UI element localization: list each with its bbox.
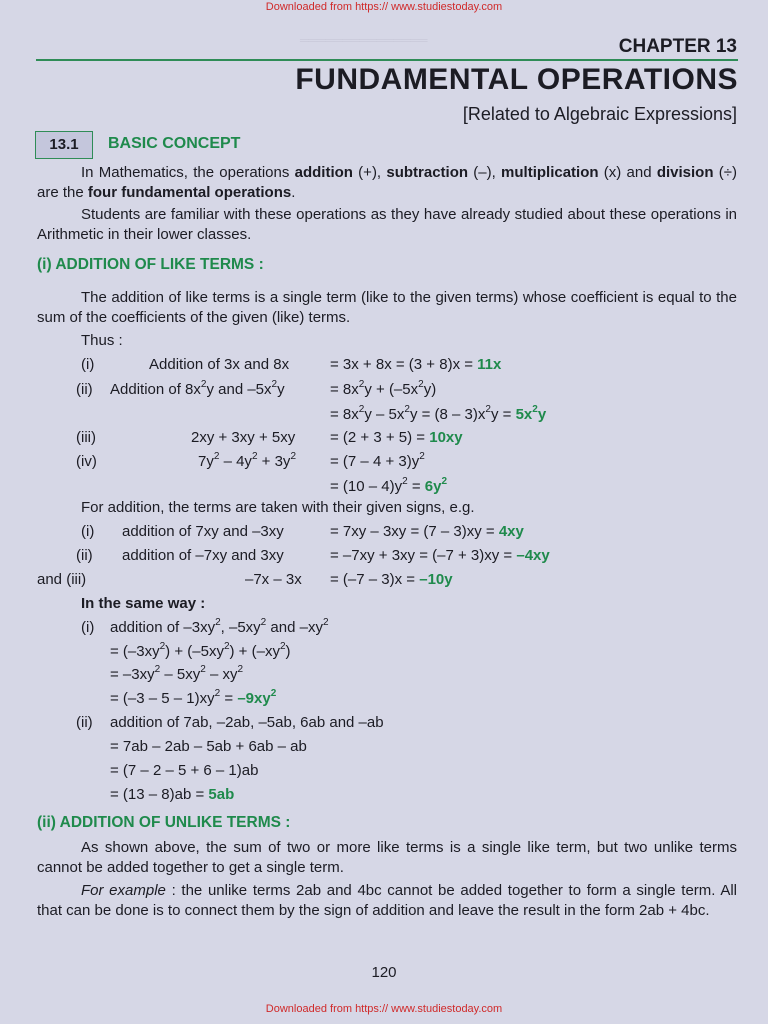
subsection-heading-like-terms: (i) ADDITION OF LIKE TERMS : — [37, 256, 264, 273]
example-label: (iv) — [76, 453, 97, 470]
example-equation: = (–7 – 3)x = –10y — [330, 571, 453, 588]
signs-intro: For addition, the terms are taken with their given signs, e.g. — [81, 499, 475, 516]
example-equation: = 3x + 8x = (3 + 8)x = 11x — [330, 356, 502, 373]
example-label: (iii) — [76, 429, 96, 446]
working-step: = $-3xy^2 - 5xy^2 - xy^2$ — [110, 664, 244, 683]
example-expression: addition of –7xy and 3xy — [122, 547, 284, 564]
section-number-box: 13.1 — [35, 131, 93, 159]
chapter-label: CHAPTER 13 — [618, 36, 737, 57]
example-equation: = $8x^2y + (-5x^2y)$ — [330, 379, 437, 398]
example-expression: –7x – 3x — [245, 571, 302, 588]
example-expression: addition of 7ab, –2ab, –5ab, 6ab and –ab — [110, 714, 384, 731]
example-label: (ii) — [76, 714, 93, 731]
example-expression: $7y^2 - 4y^2 + 3y^2$ — [198, 451, 296, 470]
example-equation: = 7xy – 3xy = (7 – 3)xy = 4xy — [330, 523, 524, 540]
like-terms-paragraph: The addition of like terms is a single term (like to the given terms) whose coefficient is equal to the sum of the coefficients of the given (like) terms. — [37, 289, 737, 326]
section-title: BASIC CONCEPT — [108, 135, 241, 152]
header-rule — [36, 59, 738, 61]
example-equation: = (2 + 3 + 5) = 10xy — [330, 429, 463, 446]
thus-label: Thus : — [81, 332, 123, 349]
watermark-top: Downloaded from https:// www.studiestoday.com — [265, 1, 503, 13]
example-equation: = $8x^2y - 5x^2y = (8 - 3)x^2y = 5x^2y$ — [330, 404, 547, 423]
page-number: 120 — [371, 964, 397, 981]
example-equation: = $(10 - 4)y^2 = 6y^2$ — [330, 476, 448, 495]
example-label: (i) — [81, 619, 95, 636]
example-equation: = –7xy + 3xy = (–7 + 3)xy = –4xy — [330, 547, 550, 564]
working-step: = $(-3 - 5 - 1)xy^2 = -9xy^2$ — [110, 688, 277, 707]
example-expression: 2xy + 3xy + 5xy — [191, 429, 296, 446]
chapter-title: FUNDAMENTAL OPERATIONS — [295, 63, 738, 96]
working-step: = 7ab – 2ab – 5ab + 6ab – ab — [110, 738, 307, 755]
example-expression: addition of 7xy and –3xy — [122, 523, 284, 540]
watermark-bottom: Downloaded from https:// www.studiestoday.com — [265, 1003, 503, 1015]
example-expression: Addition of $8x^2y$ and $-5x^2y$ — [110, 379, 285, 398]
example-equation: = $(7 - 4 + 3)y^2$ — [330, 451, 425, 470]
example-label: (ii) — [76, 547, 93, 564]
intro-paragraph-1: In Mathematics, the operations addition (+), subtraction (–), multiplication (x) and division (÷) are the four fundamental operations. — [37, 164, 737, 201]
working-step: = (13 – 8)ab = 5ab — [110, 786, 235, 803]
unlike-terms-paragraph: As shown above, the sum of two or more like terms is a single like term, but two unlike terms cannot be added together to get a single term. — [37, 839, 737, 876]
example-paragraph: For example : the unlike terms 2ab and 4bc cannot be added together to form a single term. All that can be done is to connect them by the sign of addition and leave the result in the form 2ab + 4bc. — [37, 882, 737, 919]
example-label: (ii) — [76, 381, 93, 398]
example-label: (i) — [81, 356, 95, 373]
same-way-heading: In the same way : — [81, 595, 206, 612]
example-expression: addition of $-3xy^2$, $-5xy^2$ and $-xy^2$ — [110, 617, 329, 636]
chapter-subtitle: [Related to Algebraic Expressions] — [462, 104, 737, 124]
working-step: = $(-3xy^2) + (-5xy^2) + (-xy^2)$ — [110, 641, 291, 660]
bleed-through-text: ═══════════════ — [300, 33, 428, 47]
example-label: (i) — [81, 523, 95, 540]
example-label: and (iii) — [37, 571, 87, 588]
intro-paragraph-2: Students are familiar with these operations as they have already studied about these operations in Arithmetic in their lower classes. — [37, 206, 737, 243]
working-step: = (7 – 2 – 5 + 6 – 1)ab — [110, 762, 259, 779]
subsection-heading-unlike-terms: (ii) ADDITION OF UNLIKE TERMS : — [37, 814, 291, 831]
example-expression: Addition of 3x and 8x — [149, 356, 290, 373]
